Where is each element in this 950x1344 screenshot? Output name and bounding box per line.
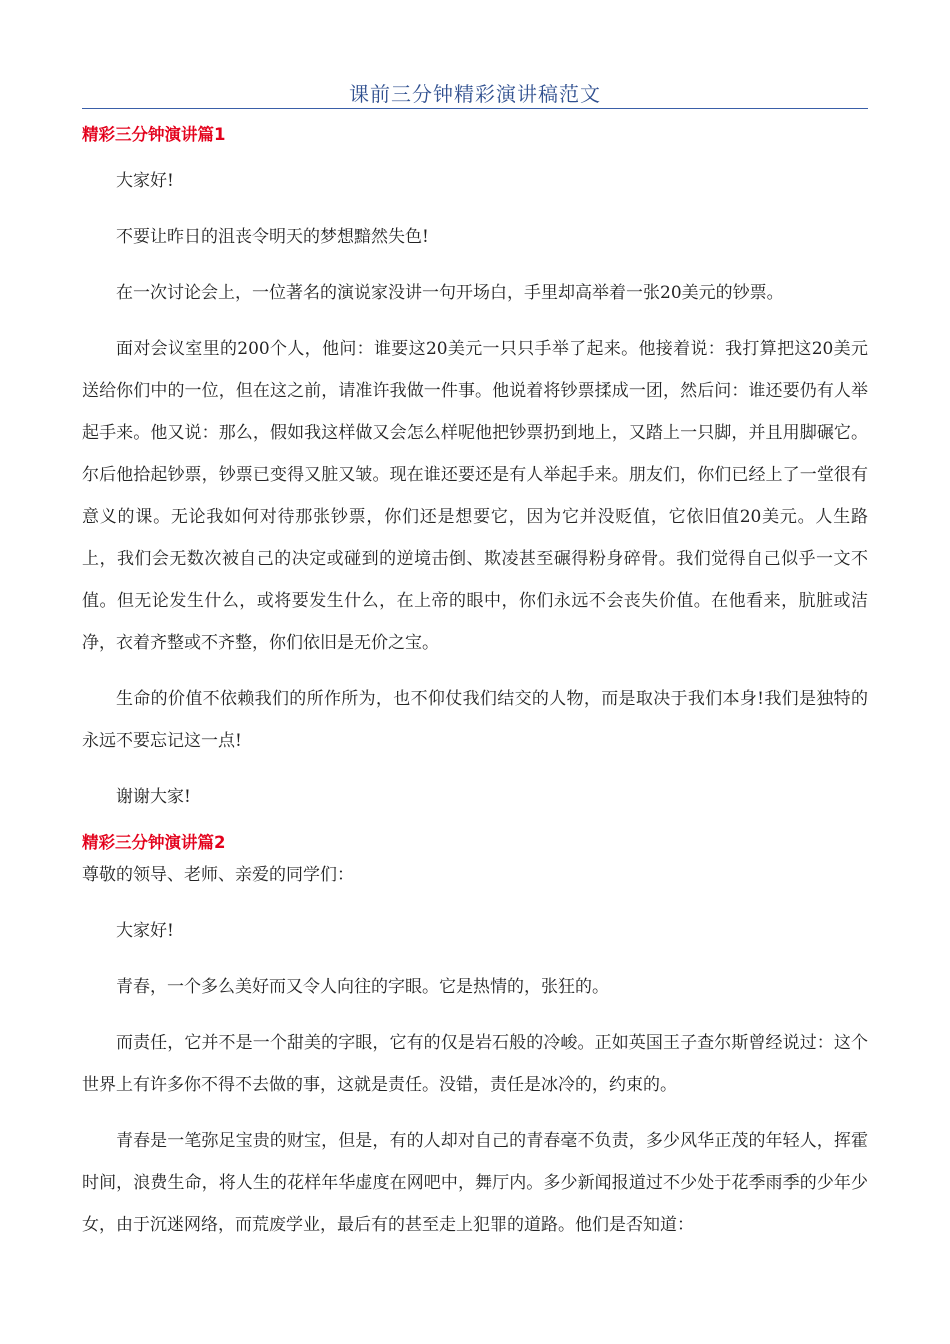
paragraph: 大家好! xyxy=(116,921,174,941)
title-divider xyxy=(82,108,868,109)
paragraph: 不要让昨日的沮丧令明天的梦想黯然失色! xyxy=(116,227,429,247)
paragraph: 青春，一个多么美好而又令人向往的字眼。它是热情的，张狂的。 xyxy=(116,977,609,997)
paragraph: 生命的价值不依赖我们的所作所为，也不仰仗我们结交的人物，而是取决于我们本身!我们是独特的永远不要忘记这一点! xyxy=(82,689,868,751)
document-body xyxy=(82,124,868,1246)
paragraph: 而责任，它并不是一个甜美的字眼，它有的仅是岩石般的冷峻。正如英国王子查尔斯曾经说过：这个世界上有许多你不得不去做的事，这就是责任。没错，责任是冰冷的，约束的。 xyxy=(82,1033,868,1095)
paragraph: 谢谢大家! xyxy=(116,787,191,807)
paragraph: 在一次讨论会上，一位著名的演说家没讲一句开场白，手里却高举着一张20美元的钞票。 xyxy=(116,283,784,303)
section-2 xyxy=(82,832,868,1246)
section-heading: 精彩三分钟演讲篇2 xyxy=(82,833,226,852)
section-1 xyxy=(82,124,868,818)
document-title: 课前三分钟精彩演讲稿范文 xyxy=(349,82,601,106)
paragraph: 大家好! xyxy=(116,171,174,191)
salutation: 尊敬的领导、老师、亲爱的同学们： xyxy=(82,865,354,885)
section-heading: 精彩三分钟演讲篇1 xyxy=(82,125,226,144)
paragraph: 青春是一笔弥足宝贵的财宝，但是，有的人却对自己的青春毫不负责，多少风华正茂的年轻人，挥霍时间，浪费生命，将人生的花样年华虚度在网吧中，舞厅内。多少新闻报道过不少处于花季雨季的少年少女，由于沉迷网络，而荒废学业，最后有的甚至走上犯罪的道路。他们是否知道： xyxy=(82,1131,868,1235)
paragraph: 面对会议室里的200个人，他问：谁要这20美元一只只手举了起来。他接着说：我打算把这20美元送给你们中的一位，但在这之前，请准许我做一件事。他说着将钞票揉成一团，然后问：谁还要仍有人举起手来。他又说：那么，假如我这样做又会怎么样呢他把钞票扔到地上，又踏上一只脚，并且用脚碾它。尔后他拾起钞票，钞票已变得又脏又皱。现在谁还要还是有人举起手来。朋友们，你们已经上了一堂很有意义的课。无论我如何对待那张钞票，你们还是想要它，因为它并没贬值，它依旧值20美元。人生路上，我们会无数次被自己的决定或碰到的逆境击倒、欺凌甚至碾得粉身碎骨。我们觉得自己似乎一文不值。但无论发生什么，或将要发生什么，在上帝的眼中，你们永远不会丧失价值。在他看来，肮脏或洁净，衣着齐整或不齐整，你们依旧是无价之宝。 xyxy=(82,339,868,653)
